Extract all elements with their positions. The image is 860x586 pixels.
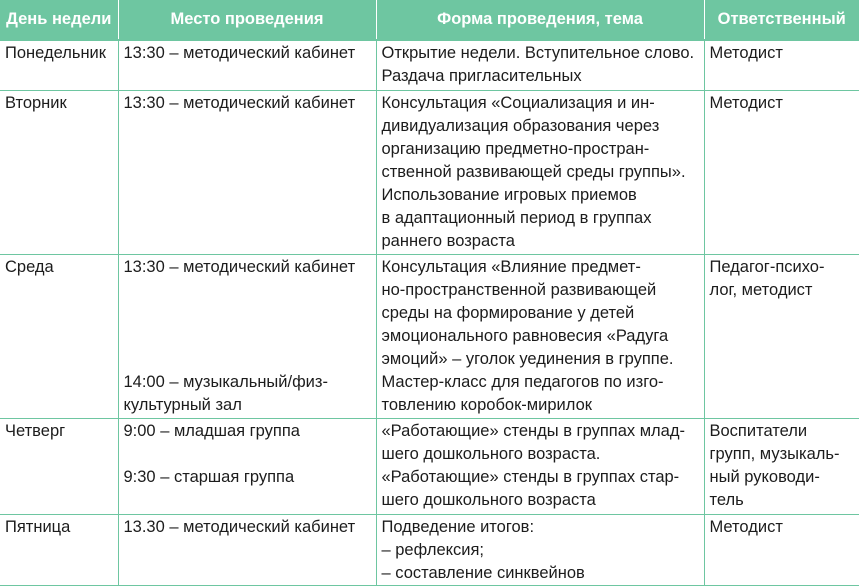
header-day: День недели xyxy=(0,0,118,40)
place-cell: 13:30 – методический кабинет xyxy=(118,40,376,91)
responsible-cell: Методист xyxy=(704,515,859,586)
header-form: Форма проведения, тема xyxy=(376,0,704,40)
place-cell: 13:30 – методический кабинет xyxy=(118,91,376,255)
responsible-cell: Воспитатели групп, музыкаль- ный руководи- тель xyxy=(704,419,859,515)
day-cell: Пятница xyxy=(0,515,118,586)
form-cell: Открытие недели. Вступительное слово. Раздача пригласительных xyxy=(376,40,704,91)
day-cell: Понедельник xyxy=(0,40,118,91)
table-row xyxy=(0,255,859,419)
day-cell: Среда xyxy=(0,255,118,419)
day-cell: Четверг xyxy=(0,419,118,515)
header-place: Место проведения xyxy=(118,0,376,40)
header-responsible: Ответственный xyxy=(704,0,859,40)
place-cell: 9:00 – младшая группа 9:30 – старшая группа xyxy=(118,419,376,515)
place-cell: 13:30 – методический кабинет 14:00 – музыкальный/физ- культурный зал xyxy=(118,255,376,419)
day-cell: Вторник xyxy=(0,91,118,255)
responsible-cell: Методист xyxy=(704,40,859,91)
table-row xyxy=(0,419,859,515)
table-row xyxy=(0,515,859,586)
table-row xyxy=(0,40,859,91)
form-cell: Консультация «Социализация и ин- дивидуализация образования через организацию предметно-простран- ственной развивающей среды группы». Использование игровых приемов в адаптационный период в группах раннего возраста xyxy=(376,91,704,255)
place-cell: 13.30 – методический кабинет xyxy=(118,515,376,586)
form-cell: «Работающие» стенды в группах млад- шего дошкольного возраста. «Работающие» стенды в группах стар- шего дошкольного возраста xyxy=(376,419,704,515)
header-row xyxy=(0,0,859,40)
form-cell: Консультация «Влияние предмет- но-пространственной развивающей среды на формирование у детей эмоционального равновесия «Радуга эмоций» – уголок уединения в группе. Мастер-класс для педагогов по изго- товлению коробок-мирилок xyxy=(376,255,704,419)
responsible-cell: Методист xyxy=(704,91,859,255)
responsible-cell: Педагог-психо- лог, методист xyxy=(704,255,859,419)
table-row xyxy=(0,91,859,255)
form-cell: Подведение итогов: – рефлексия; – составление синквейнов xyxy=(376,515,704,586)
